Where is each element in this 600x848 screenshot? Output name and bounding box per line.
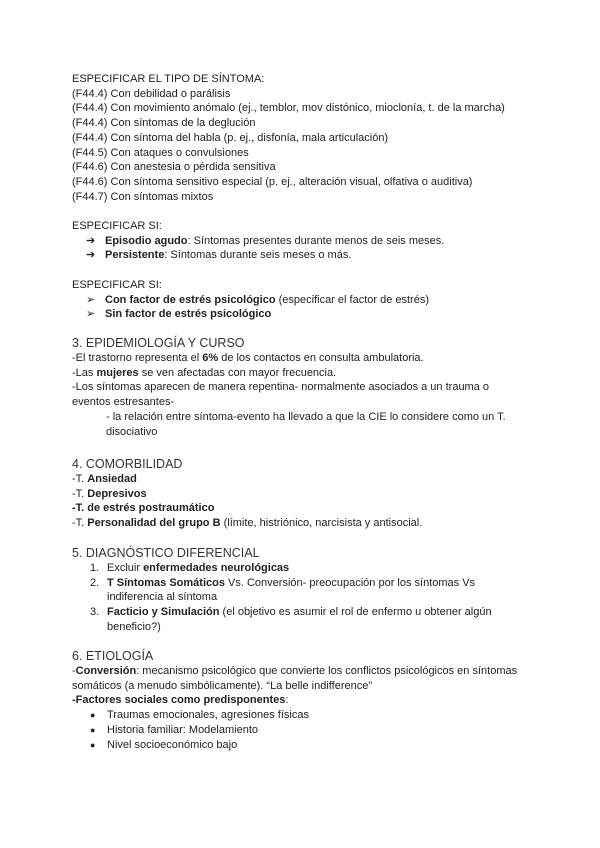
paragraph-line: -Factores sociales como predisponentes: bbox=[72, 694, 289, 707]
paragraph-line: -El trastorno representa el 6% de los contactos en consulta ambulatoria. bbox=[72, 352, 424, 364]
section-heading: 3. EPIDEMIOLOGÍA Y CURSO bbox=[72, 336, 245, 350]
paragraph-line: -Las mujeres se ven afectadas con mayor frecuencia. bbox=[72, 366, 337, 379]
arrowhead-icon: ➢ bbox=[86, 308, 96, 321]
list-item: -T. de estrés postraumático bbox=[72, 502, 215, 515]
numbered-item: 1. Excluir enfermedades neurológicas bbox=[90, 562, 290, 574]
numbered-item: 3. Facticio y Simulación (el objetivo es asumir el rol de enfermo u obtener algún beneficio?) bbox=[90, 606, 492, 633]
tipo-item: (F44.4) Con movimiento anómalo (ej., temblor, mov distónico, mioclonía, t. de la marcha) bbox=[72, 102, 505, 115]
list-item: ➔ Episodio agudo: Síntomas presentes durante menos de seis meses. bbox=[86, 234, 445, 247]
especificar-curso-section bbox=[72, 219, 540, 263]
arrow-icon: ➔ bbox=[86, 234, 96, 247]
section-heading: 5. DIAGNÓSTICO DIFERENCIAL bbox=[72, 546, 260, 560]
etiologia-section bbox=[72, 648, 540, 752]
paragraph-line: -Conversión: mecanismo psicológico que convierte los conflictos psicológicos en síntomas somáticos (a menudo simbólicamente). “La belle indifference” bbox=[72, 665, 518, 692]
arrow-icon: ➔ bbox=[86, 249, 96, 262]
especificar-heading: ESPECIFICAR SI: bbox=[72, 279, 162, 291]
tipo-item: (F44.4) Con síntomas de la deglución bbox=[72, 117, 256, 130]
bullet-icon: ● bbox=[90, 739, 96, 750]
comorbilidad-section bbox=[72, 456, 540, 531]
tipo-item: (F44.6) Con anestesia o pérdida sensitiva bbox=[72, 161, 276, 174]
list-item: -T. Personalidad del grupo B (límite, histriónico, narcisista y antisocial. bbox=[72, 517, 423, 530]
list-item: -T. Ansiedad bbox=[72, 473, 137, 485]
diferencial-section bbox=[72, 545, 540, 635]
arrowhead-icon: ➢ bbox=[86, 293, 96, 306]
tipo-sintoma-section bbox=[72, 72, 540, 204]
especificar-estres-section bbox=[72, 278, 540, 322]
tipo-item: (F44.6) Con síntoma sensitivo especial (p. ej., alteración visual, olfativa o auditiva) bbox=[72, 175, 473, 188]
section-heading: 6. ETIOLOGÍA bbox=[72, 649, 154, 663]
paragraph-line: -Los síntomas aparecen de manera repentina- normalmente asociados a un trauma o eventos estresantes- bbox=[72, 381, 490, 409]
bullet-icon: ● bbox=[90, 724, 96, 735]
bullet-item: ● Nivel socioeconómico bajo bbox=[90, 738, 238, 751]
epidemiologia-section bbox=[72, 335, 540, 439]
especificar-heading: ESPECIFICAR SI: bbox=[72, 220, 162, 232]
bullet-item: ● Historia familiar: Modelamiento bbox=[90, 723, 258, 736]
paragraph-subline: - la relación entre síntoma-evento ha llevado a que la CIE lo considere como un T. disociativo bbox=[106, 410, 506, 438]
list-item: ➔ Persistente: Síntomas durante seis meses o más. bbox=[86, 249, 352, 262]
tipo-heading: ESPECIFICAR EL TIPO DE SÍNTOMA: bbox=[72, 73, 265, 85]
numbered-item: 2. T Síntomas Somáticos Vs. Conversión- preocupación por los síntomas Vs indiferencia al síntoma bbox=[90, 576, 476, 604]
bullet-icon: ● bbox=[90, 710, 96, 721]
tipo-item: (F44.5) Con ataques o convulsiones bbox=[72, 146, 249, 159]
tipo-item: (F44.4) Con síntoma del habla (p. ej., disfonía, mala articulación) bbox=[72, 131, 389, 144]
section-heading: 4. COMORBILIDAD bbox=[72, 457, 183, 471]
bullet-item: ● Traumas emocionales, agresiones físicas bbox=[90, 709, 309, 722]
list-item: -T. Depresivos bbox=[72, 487, 147, 500]
list-item: ➢ Con factor de estrés psicológico (especificar el factor de estrés) bbox=[86, 293, 429, 306]
list-item: ➢ Sin factor de estrés psicológico bbox=[86, 308, 272, 321]
tipo-item: (F44.4) Con debilidad o parálisis bbox=[72, 87, 231, 100]
tipo-item: (F44.7) Con síntomas mixtos bbox=[72, 190, 214, 203]
